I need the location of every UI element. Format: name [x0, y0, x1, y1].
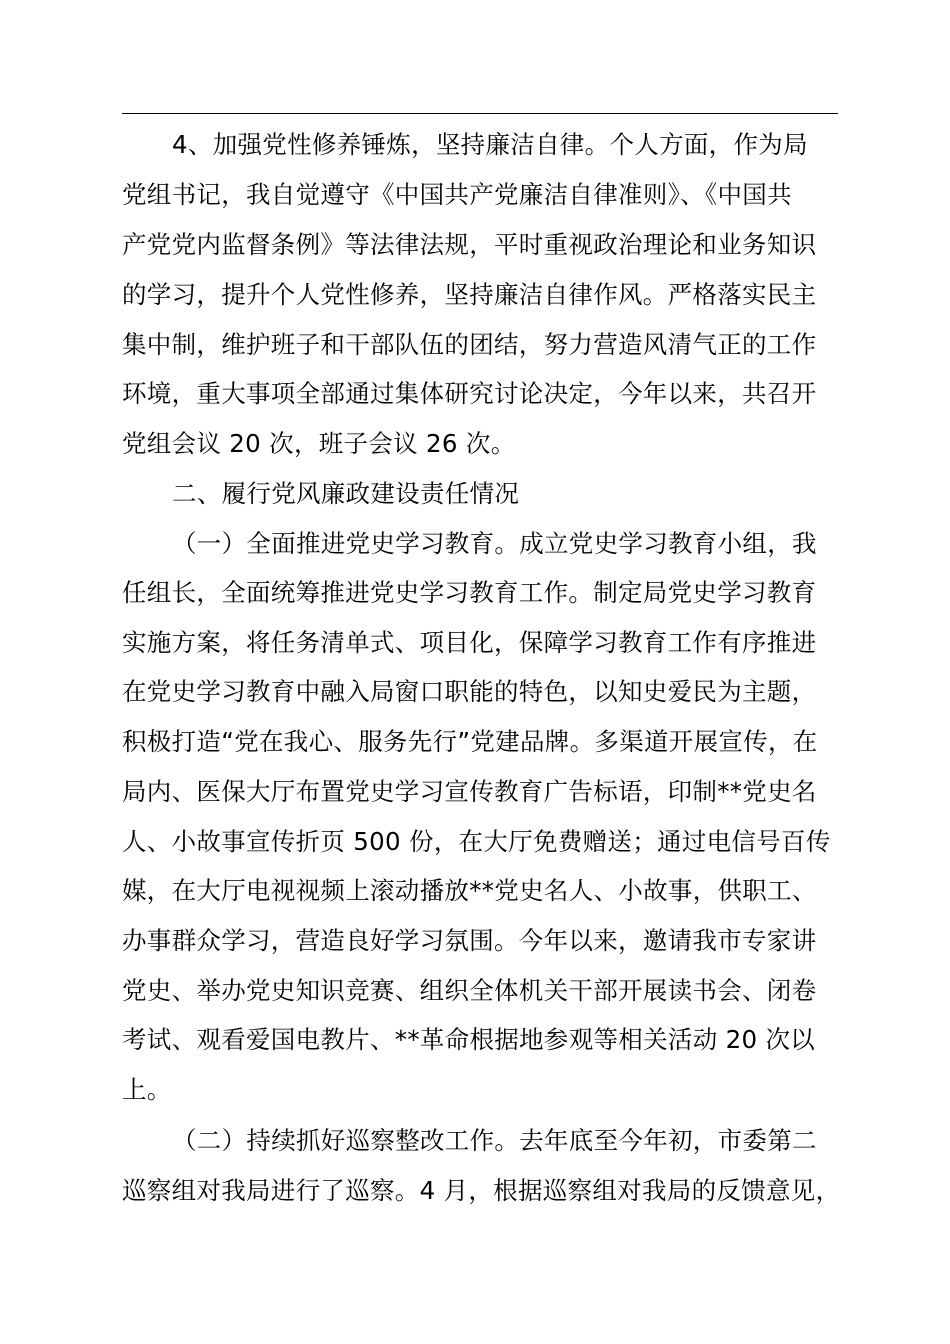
paragraph-line: 产党党内监督条例》等法律法规，平时重视政治理论和业务知识	[122, 230, 817, 259]
paragraph-line: 巡察组对我局进行了巡察。4 月，根据巡察组对我局的反馈意见，	[122, 1176, 841, 1205]
paragraph-line: 在党史学习教育中融入局窗口职能的特色，以知史爱民为主题，	[122, 677, 817, 706]
paragraph-line: 媒，在大厅电视视频上滚动播放**党史名人、小故事，供职工、	[122, 876, 817, 905]
paragraph-line: 党组书记，我自觉遵守《中国共产党廉洁自律准则》、《中国共	[122, 180, 792, 209]
paragraph-line: 上。	[122, 1075, 172, 1104]
paragraph-line: 集中制，维护班子和干部队伍的团结，努力营造风清气正的工作	[122, 330, 817, 359]
paragraph-line: 实施方案，将任务清单式、项目化，保障学习教育工作有序推进	[122, 628, 817, 657]
paragraph-line: 局内、医保大厅布置党史学习宣传教育广告标语，印制**党史名	[122, 777, 817, 806]
section-heading: 二、履行党风廉政建设责任情况	[172, 479, 520, 508]
paragraph-line: 积极打造“党在我心、服务先行”党建品牌。多渠道开展宣传，在	[122, 727, 818, 756]
paragraph-line: 办事群众学习，营造良好学习氛围。今年以来，邀请我市专家讲	[122, 926, 817, 955]
paragraph-line: （一）全面推进党史学习教育。成立党史学习教育小组，我	[172, 529, 817, 558]
paragraph-line: 党组会议 20 次，班子会议 26 次。	[122, 429, 516, 458]
paragraph-line: 考试、观看爱国电教片、**革命根据地参观等相关活动 20 次以	[122, 1025, 816, 1054]
paragraph-line: （二）持续抓好巡察整改工作。去年底至今年初，市委第二	[172, 1126, 817, 1155]
header-rule	[122, 113, 838, 114]
paragraph-line: 4、加强党性修养锤炼，坚持廉洁自律。个人方面，作为局	[172, 130, 808, 159]
paragraph-line: 任组长，全面统筹推进党史学习教育工作。制定局党史学习教育	[122, 578, 817, 607]
paragraph-line: 党史、举办党史知识竞赛、组织全体机关干部开展读书会、闭卷	[122, 976, 817, 1005]
paragraph-line: 环境，重大事项全部通过集体研究讨论决定，今年以来，共召开	[122, 379, 817, 408]
paragraph-line: 的学习，提升个人党性修养，坚持廉洁自律作风。严格落实民主	[122, 280, 817, 309]
paragraph-line: 人、小故事宣传折页 500 份，在大厅免费赠送；通过电信号百传	[122, 827, 831, 856]
